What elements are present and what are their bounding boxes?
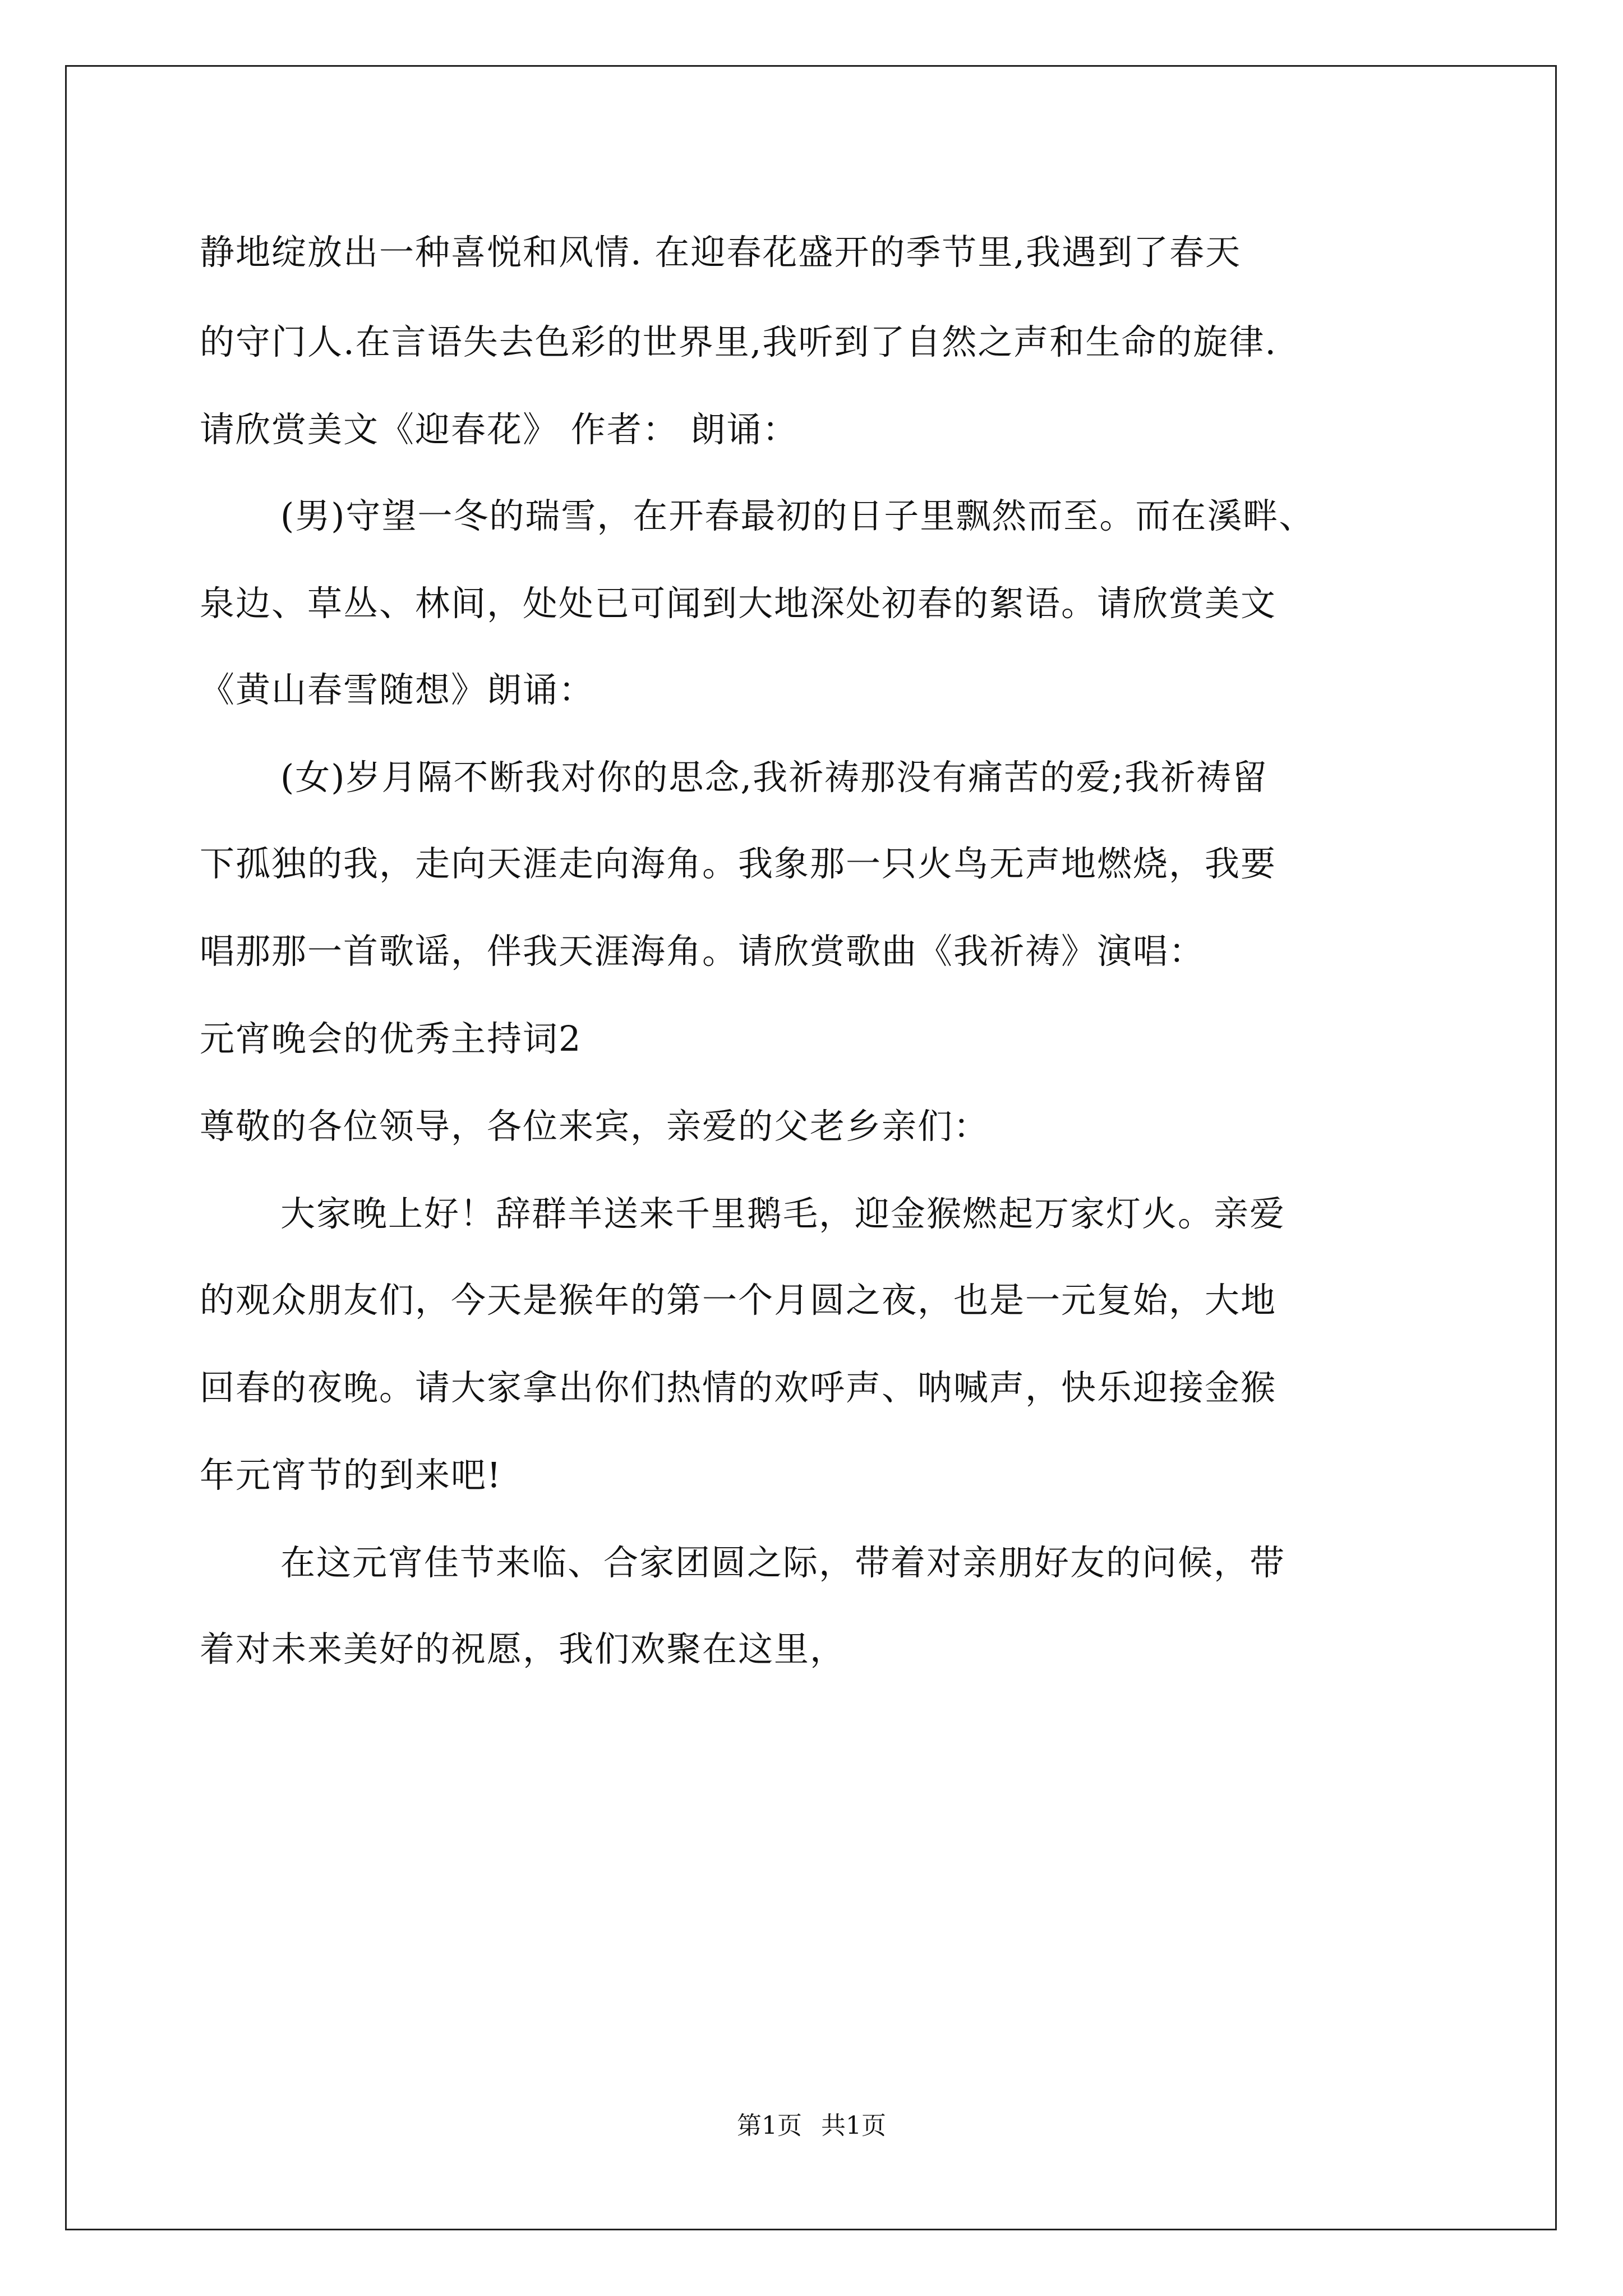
body-line: (男)守望一冬的瑞雪，在开春最初的日子里飘然而至。而在溪畔、 [280,495,1315,536]
body-line: 请欣赏美文《迎春花》 作者： 朗诵： [200,409,799,450]
section-heading: 元宵晚会的优秀主持词2 [200,1018,582,1059]
page-number: 第1页 [737,2111,802,2140]
body-line: 大家晚上好！辞群羊送来千里鹅毛，迎金猴燃起万家灯火。亲爱 [280,1193,1286,1234]
body-line: (女)岁月隔不断我对你的思念,我祈祷那没有痛苦的爱;我祈祷留 [280,757,1268,798]
body-line: 尊敬的各位领导，各位来宾，亲爱的父老乡亲们： [200,1106,990,1147]
body-line: 唱那那一首歌谣，伴我天涯海角。请欣赏歌曲《我祈祷》演唱： [200,931,1205,972]
body-line: 年元宵节的到来吧! [200,1455,502,1496]
body-line: 静地绽放出一种喜悦和风情. 在迎春花盛开的季节里,我遇到了春天 [200,232,1242,273]
page-total: 共1页 [821,2111,886,2140]
body-line: 回春的夜晚。请大家拿出你们热情的欢呼声、呐喊声，快乐迎接金猴 [200,1367,1277,1408]
body-line: 《黄山春雪随想》朗诵： [200,669,595,710]
body-line: 在这元宵佳节来临、合家团圆之际，带着对亲朋好友的问候，带 [280,1542,1286,1583]
body-line: 泉边、草丛、林间，处处已可闻到大地深处初春的絮语。请欣赏美文 [200,583,1277,624]
body-line: 的观众朋友们，今天是猴年的第一个月圆之夜，也是一元复始，大地 [200,1280,1277,1320]
body-line: 下孤独的我，走向天涯走向海角。我象那一只火鸟无声地燃烧，我要 [200,843,1277,884]
body-line: 着对未来美好的祝愿，我们欢聚在这里， [200,1628,846,1669]
body-line: 的守门人.在言语失去色彩的世界里,我听到了自然之声和生命的旋律. [200,321,1278,362]
page-footer [0,2110,1623,2142]
